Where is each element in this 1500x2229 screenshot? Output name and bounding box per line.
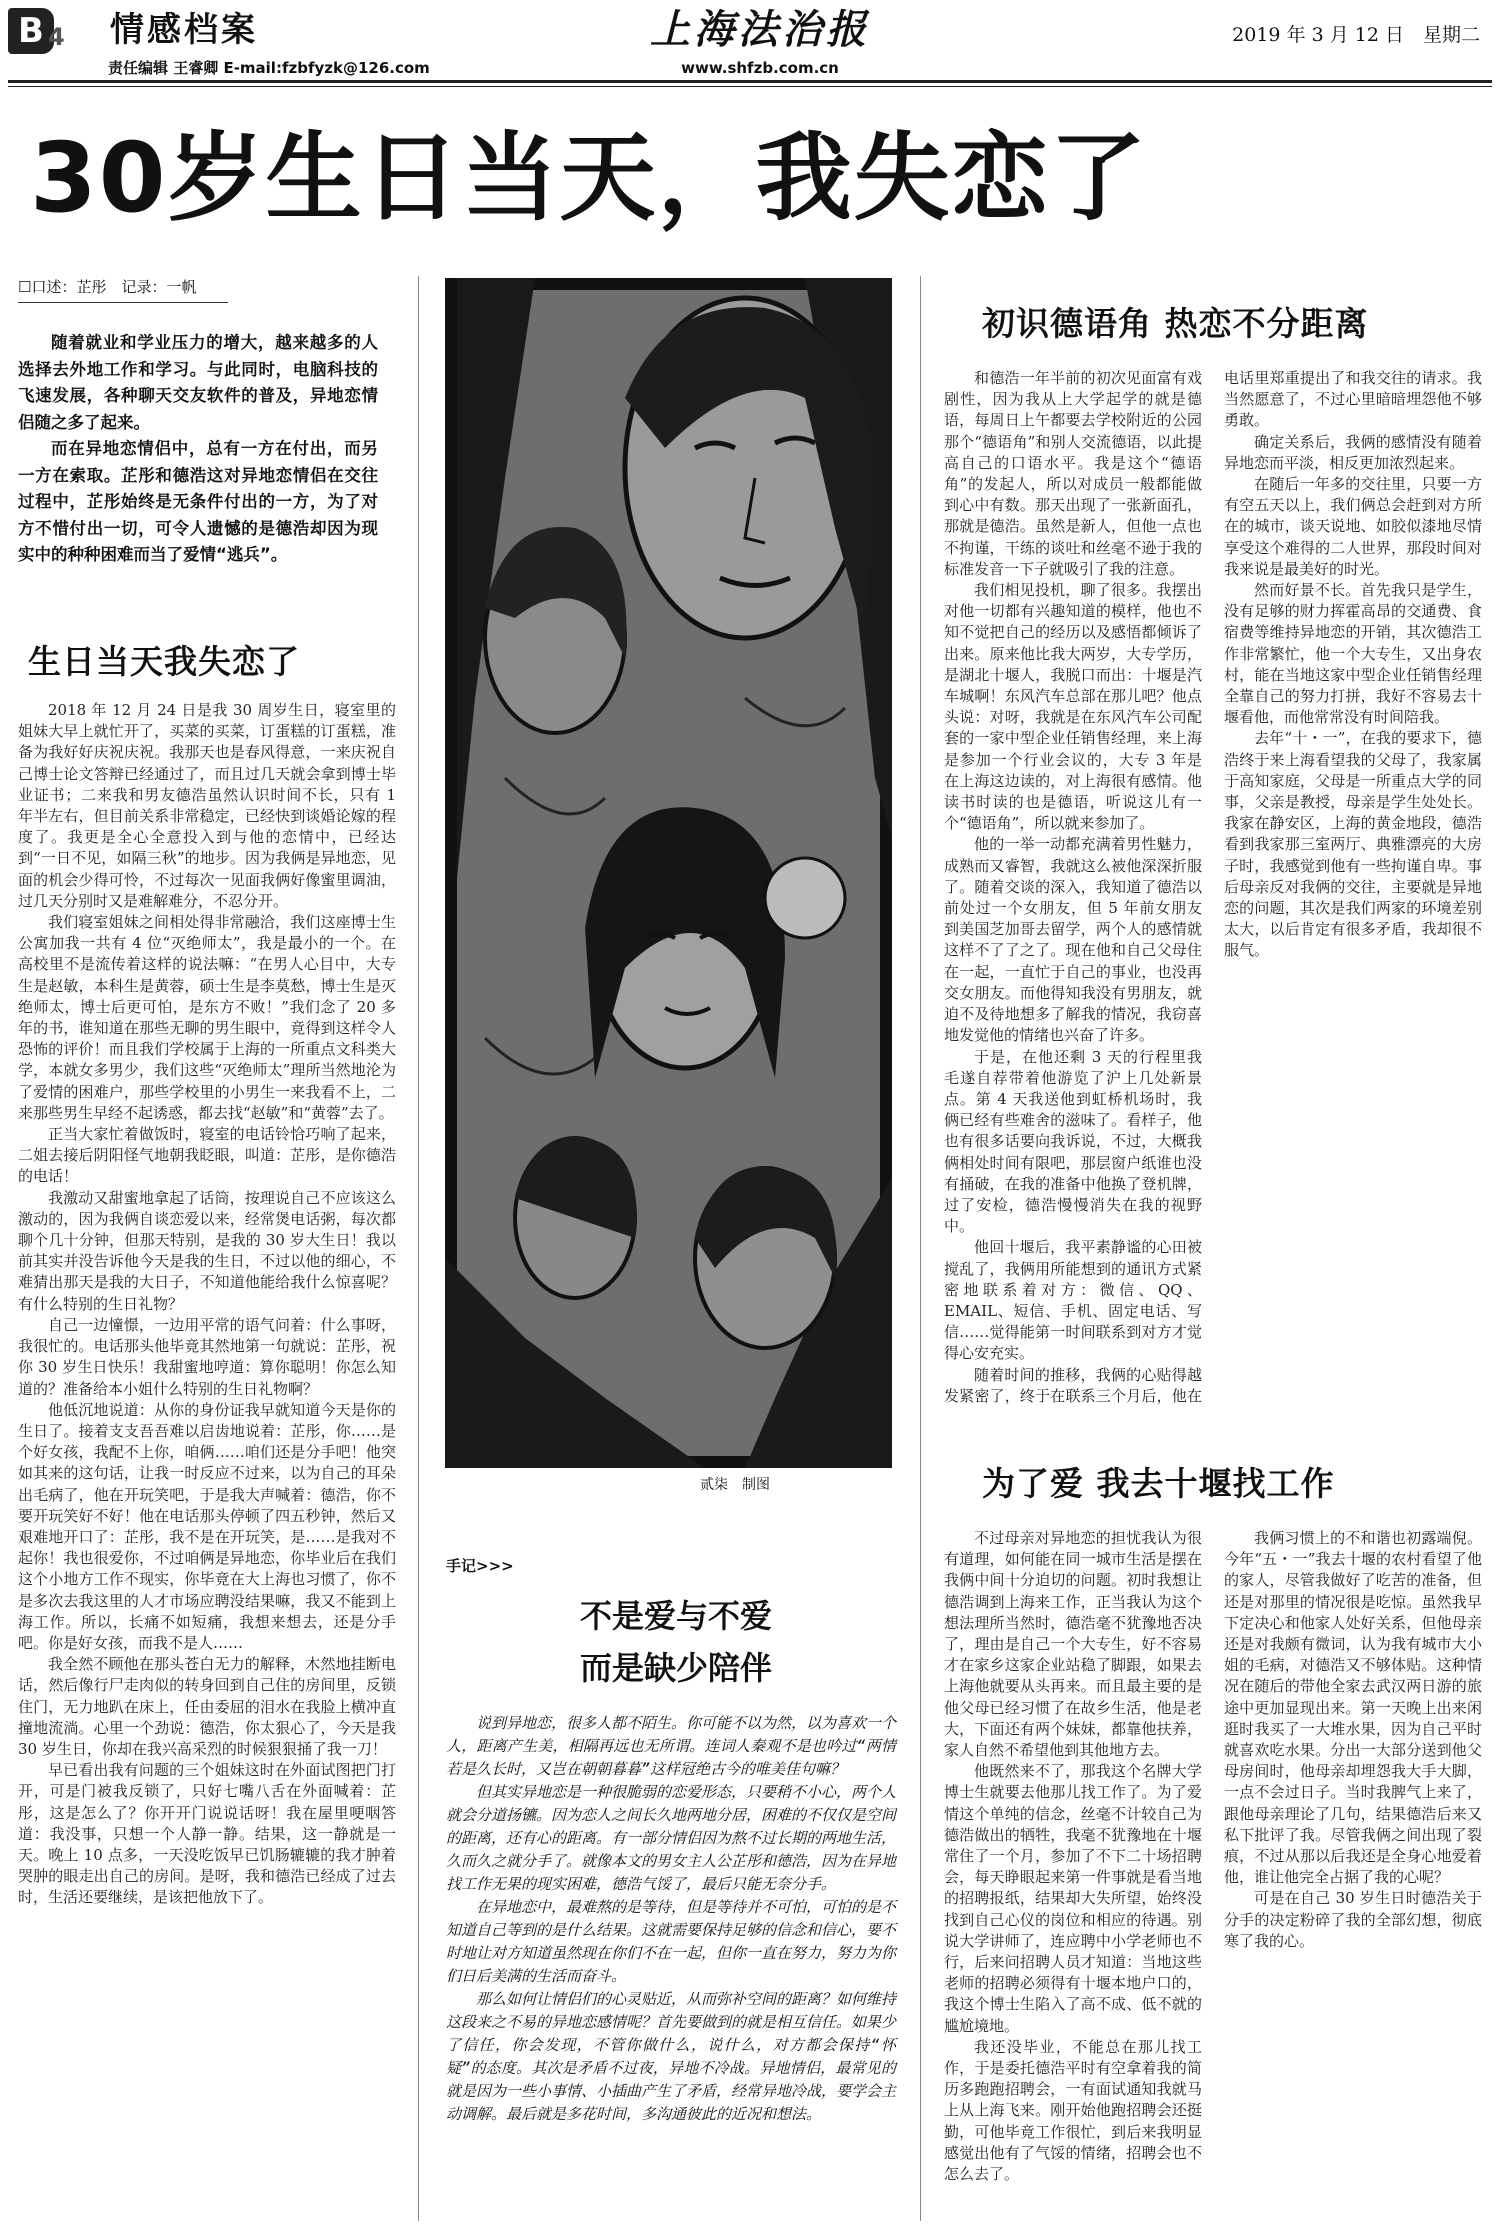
column-divider — [920, 276, 921, 2221]
lead-paragraphs — [18, 330, 378, 569]
byline-text: ☐口述：芷彤 记录：一帆 — [18, 278, 197, 296]
body-paragraph: 他既然来不了，那我这个名牌大学博士生就要去他那儿找工作了。为了爱情这个单纯的信念，丝毫不计较自己为德浩做出的牺牲，我毫不犹豫地在十堰常住了一个月，参加了不下二十场招聘会，每天睁眼起来第一件事就是看当地的招聘报纸，结果却大失所望，始终没找到自己心仪的岗位和相应的待遇。别说大学讲师了，连应聘中小学老师也不行，后来问招聘人员才知道：当地这些老师的招聘必须得有十堰本地户口的，我这个博士生陷入了高不成、低不就的尴尬境地。 — [944, 1762, 1202, 2035]
website-url: www.shfzb.com.cn — [681, 59, 839, 77]
body-paragraph: 我俩习惯上的不和谐也初露端倪。今年“五・一”我去十堰的农村看望了他的家人，尽管我做好了吃苦的准备，但还是对那里的情况很是吃惊。虽然我早下定决心和他家人处好关系，但他母亲还是对我颇有微词，认为我有城市大小姐的毛病，对德浩又不够体贴。这种情况在随后的带他全家去武汉两日游的旅途中更加显现出来。第一天晚上出来闲逛时我买了一大堆水果，因为自己平时就喜欢吃水果。分出一大部分送到他父母房间时，他母亲却埋怨我大手大脚，一点不会过日子。当时我脾气上来了，跟他母亲理论了几句，结果德浩后来又私下批评了我。尽管我俩之间出现了裂痕，不过从那以后我还是全身心地爱着他，谁让他完全占据了我的心呢？ — [1224, 1529, 1482, 1887]
note-paragraph: 在异地恋中，最难熬的是等待，但是等待并不可怕，可怕的是不知道自己等到的是什么结果。这就需要保持足够的信念和信心，要不时地让对方知道虽然现在你们不在一起，但你一直在努力，努力为你们日后美满的生活而奋斗。 — [446, 1898, 897, 1985]
body-paragraph: 于是，在他还剩 3 天的行程里我毛遂自荐带着他游览了沪上几处新景点。第 4 天我送他到虹桥机场时，我俩已经有些难舍的滋味了。看样子，他也有很多话要向我诉说，不过，大概我俩相处时间有限吧，那层窗户纸谁也没有捅破，在我的准备中他换了登机牌，过了安检，德浩慢慢消失在我的视野中。 — [944, 1047, 1202, 1236]
page-letter: B — [8, 8, 54, 54]
lead-paragraph: 随着就业和学业压力的增大，越来越多的人选择去外地工作和学习。与此同时，电脑科技的飞速发展，各种聊天交友软件的普及，异地恋情侣随之多了起来。 — [18, 333, 378, 432]
note-body — [446, 1712, 896, 2126]
body-paragraph: 我激动又甜蜜地拿起了话筒，按理说自己不应该这么激动的，因为我俩自谈恋爱以来，经常煲电话粥，每次都聊个几十分钟，但那天特别，是我的 30 岁大生日！我以前其实并没告诉他今天是我的生日，不过以他的细心，不难猜出那天是我的大日子，不知道他能给我什么惊喜呢？有什么特别的生日礼物？ — [18, 1188, 396, 1313]
illustration-art — [445, 278, 892, 1468]
body-paragraph: 他低沉地说道：从你的身份证我早就知道今天是你的生日了。接着支支吾吾难以启齿地说着：芷彤，你……是个好女孩，我配不上你，咱俩……咱们还是分手吧！他突如其来的这句话，让我一时反应不过来，以为自己的耳朵出毛病了，他在开玩笑吧，于是我大声喊着：德浩，你不要开玩笑好不好！他在电话那头停顿了四五秒钟，然后又艰难地开口了：芷彤，我不是在开玩笑，是……是我对不起你！我也很爱你，不过咱俩是异地恋，你毕业后在我们这个小地方工作不现实，你毕竟在大上海也习惯了，你不是多次去我这里的人才市场应聘没结果嘛，我又不能到上海工作。所以，长痛不如短痛，我想来想去，还是分手吧。你是好女孩，而我不是人…… — [18, 1400, 396, 1652]
note-paragraph: 说到异地恋，很多人都不陌生。你可能不以为然，以为喜欢一个人，距离产生美，相隔再远也无所谓。连词人秦观不是也吟过“两情若是久长时，又岂在朝朝暮暮”这样冠绝古今的唯美佳句嘛？ — [446, 1714, 897, 1778]
illustration — [445, 278, 892, 1468]
body-paragraph: 2018 年 12 月 24 日是我 30 周岁生日，寝室里的姐妹大早上就忙开了，买菜的买菜，订蛋糕的订蛋糕，准备为我好好庆祝庆祝。我那天也是春风得意，一来庆祝自己博士论文答辩已经通过了，而且过几天就会拿到博士毕业证书；二来我和男友德浩虽然认识时间不长，只有 1 年半左右，但目前关系非常稳定，已经快到谈婚论嫁的程度了。我更是全心全意投入到与他的恋情中，已经达到“一日不见，如隔三秋”的地步。因为我俩是异地恋，见面的机会少得可怜，不过每次一见面我俩好像蜜里调油，过几天分别时又是难解难分，不忍分开。 — [18, 701, 396, 910]
issue-date: 2019 年 3 月 12 日 星期二 — [1232, 24, 1480, 46]
header-rule-thin — [8, 86, 1492, 87]
newspaper-masthead: 上海法治报 — [650, 6, 870, 53]
section1-title: 生日当天我失恋了 — [28, 642, 300, 681]
illustration-credit: 贰柒 制图 — [700, 1477, 770, 1493]
page-marker — [8, 8, 88, 58]
body-paragraph: 去年“十・一”，在我的要求下，德浩终于来上海看望我的父母了，我家属于高知家庭，父母是一所重点大学的同事，父亲是教授，母亲是学生处处长。我家在静安区，上海的黄金地段，德浩看到我家那三室两厅、典雅漂亮的大房子时，我感觉到他有一些拘谨自卑。事后母亲反对我俩的交往，主要就是异地恋的问题，其次是我们两家的环境差别太大，以后肯定有很多矛盾，我却很不服气。 — [1224, 729, 1482, 960]
byline — [18, 276, 228, 303]
body-paragraph: 在随后一年多的交往里，只要一方有空五天以上，我们俩总会赶到对方所在的城市，谈天说地、如胶似漆地尽情享受这个难得的二人世界，那段时间对我来说是最美好的时光。 — [1224, 475, 1482, 578]
note-paragraph: 但其实异地恋是一种很脆弱的恋爱形态，只要稍不小心，两个人就会分道扬镳。因为恋人之间长久地两地分居，困难的不仅仅是空间的距离，还有心的距离。有一部分情侣因为熬不过长期的两地生活，久而久之就分手了。就像本文的男女主人公芷彤和德浩，因为在异地找工作无果的现实困难，德浩气馁了，最后只能无奈分手。 — [446, 1783, 897, 1893]
section3-body — [944, 1528, 1482, 2220]
section3-title: 为了爱 我去十堰找工作 — [982, 1464, 1335, 1503]
section-name: 情感档案 — [110, 10, 258, 50]
body-paragraph: 随着时间的推移，我俩的心贴得越发紧密了，终于在联系三个月后，他在电话里郑重提出了和我交往的请求。我当然愿意了，不过心里暗暗埋怨他不够勇敢。 — [944, 369, 1482, 1405]
body-paragraph: 和德浩一年半前的初次见面富有戏剧性，因为我从上大学起学的就是德语，每周日上午都要去学校附近的公园那个“德语角”和别人交流德语，以此提高自己的口语水平。我是这个“德语角”的发起人，所以对成员一般都能做到心中有数。那天出现了一张新面孔，那就是德浩。虽然是新人，但他一点也不拘谨，干练的谈吐和丝毫不逊于我的标准发音一下子就吸引了我的注意。 — [944, 369, 1202, 578]
note-paragraph: 那么如何让情侣们的心灵贴近，从而弥补空间的距离？如何维持这段来之不易的异地恋感情呢？首先要做到的就是相互信任。如果少了信任，你会发现，不管你做什么，说什么，对方都会保持“怀疑”的态度。其次是矛盾不过夜，异地不冷战。异地情侣，最常见的就是因为一些小事情、小插曲产生了矛盾，经常异地冷战，要学会主动调解。最后就是多花时间，多沟通彼此的近况和想法。 — [446, 1990, 897, 2123]
body-paragraph: 自己一边憧憬，一边用平常的语气问着：什么事呀，我很忙的。电话那头他毕竟其然地第一句就说：芷彤，祝你 30 岁生日快乐！我甜蜜地哼道：算你聪明！你怎么知道的？准备给本小姐什么特别的生日礼物啊？ — [18, 1315, 396, 1398]
body-paragraph: 我全然不顾他在那头苍白无力的解释，木然地挂断电话，然后像行尸走肉似的转身回到自己住的房间里，反锁住门，无力地趴在床上，任由委屈的泪水在我脸上横冲直撞地流淌。心里一个劲说：德浩，你太狠心了，今天是我 30 岁生日，你却在我兴高采烈的时候狠狠捅了我一刀！ — [18, 1655, 396, 1758]
body-paragraph: 早已看出我有问题的三个姐妹这时在外面试图把门打开，可是门被我反锁了，只好七嘴八舌在外面喊着：芷彤，这是怎么了？你开开门说说话呀！我在屋里哽咽答道：我没事，只想一个人静一静。结果，这一静就是一天。晚上 10 点多，一天没吃饭早已饥肠辘辘的我才肿着哭肿的眼走出自己的房间。是呀，我和德浩已经成了过去时，生活还要继续，是该把他放下了。 — [18, 1761, 396, 1907]
body-paragraph: 我还没毕业，不能总在那儿找工作，于是委托德浩平时有空拿着我的简历多跑跑招聘会，一有面试通知我就马上从上海飞来。刚开始他跑招聘会还挺勤，可他毕竟工作很忙，到后来我明显感觉出他有了气馁的情绪，招聘会也不怎么去了。 — [944, 2037, 1202, 2184]
page-number: 4 — [48, 23, 65, 51]
body-paragraph: 他回十堰后，我平素静谧的心田被搅乱了，我俩用所能想到的通讯方式紧密地联系着对方：微信、QQ、EMAIL、短信、手机、固定电话、写信……觉得能第一时间联系到对方才觉得心安充实。 — [944, 1238, 1202, 1363]
note-title — [446, 1590, 906, 1694]
lead-paragraph: 而在异地恋情侣中，总有一方在付出，而另一方在索取。芷彤和德浩这对异地恋情侣在交往过程中，芷彤始终是无条件付出的一方，为了对方不惜付出一切，可令人遗憾的是德浩却因为现实中的种种困难而当了爱情“逃兵”。 — [18, 439, 378, 564]
section2-title: 初识德语角 热恋不分距离 — [982, 304, 1369, 343]
body-paragraph: 正当大家忙着做饭时，寝室的电话铃恰巧响了起来，二姐去接后阴阳怪气地朝我眨眼，叫道：芷彤，是你德浩的电话！ — [18, 1125, 396, 1186]
body-paragraph: 可是在自己 30 岁生日时德浩关于分手的决定粉碎了我的全部幻想，彻底寒了我的心。 — [1224, 1889, 1482, 1950]
main-headline: 30岁生日当天，我失恋了 — [30, 122, 1148, 234]
note-label: 手记>>> — [446, 1557, 514, 1575]
header-rule — [8, 80, 1492, 83]
body-paragraph: 我们相见投机，聊了很多。我摆出对他一切都有兴趣知道的模样，他也不知不觉把自己的经历以及感悟都倾诉了出来。原来他比我大两岁，大专学历，是湖北十堰人，我脱口而出：十堰是汽车城啊！东风汽车总部在那儿吧？他点头说：对呀，我就是在东风汽车公司配套的一家中型企业任销售经理，来上海是参加一个行业会议的，大专 3 年是在上海这边读的，对上海很有感情。他读书时读的也是德语，听说这儿有一个“德语角”，所以就来参加了。 — [944, 581, 1202, 833]
editor-line: 责任编辑 王睿卿 E-mail:fzbfyzk@126.com — [108, 59, 430, 77]
body-paragraph: 他的一举一动都充满着男性魅力，成熟而又睿智，我就这么被他深深折服了。随着交谈的深入，我知道了德浩以前处过一个女朋友，但 5 年前女朋友到美国芝加哥去留学，两个人的感情就这样不了了之了。现在他和自己父母住在一起，一直忙于自己的事业，也没再交女朋友。而他得知我没有男朋友，就迫不及待地想多了解我的情况，我窃喜地发觉他的情绪也兴奋了许多。 — [944, 835, 1202, 1045]
body-paragraph: 确定关系后，我俩的感情没有随着异地恋而平淡，相反更加浓烈起来。 — [1224, 432, 1482, 472]
byline-rule — [18, 302, 228, 303]
note-title-line: 不是爱与不爱 — [579, 1597, 772, 1635]
section2-body — [944, 368, 1482, 1413]
note-title-line: 而是缺少陪伴 — [579, 1649, 772, 1687]
body-paragraph: 不过母亲对异地恋的担忧我认为很有道理，如何能在同一城市生活是摆在我俩中间十分迫切的问题。初时我想让德浩调到上海来工作，正当我认为这个想法理所当然时，德浩毫不犹豫地否决了，理由是自己一个大专生，好不容易才在家乡这家企业站稳了脚跟，如果去上海他就要从头再来。而且最主要的是他父母已经习惯了在故乡生活，他是老大，下面还有两个妹妹，都靠他扶养，家人自然不希望他到其他地方去。 — [944, 1529, 1202, 1760]
body-paragraph: 然而好景不长。首先我只是学生，没有足够的财力挥霍高昂的交通费、食宿费等维持异地恋的开销，其次德浩工作非常繁忙，他一个大专生，又出身农村，能在当地这家中型企业任销售经理全靠自己的努力打拼，我好不容易去十堰看他，而他常常没有时间陪我。 — [1224, 581, 1482, 727]
column-divider — [418, 276, 419, 2221]
section1-body — [18, 700, 396, 2220]
body-paragraph: 我们寝室姐妹之间相处得非常融洽，我们这座博士生公寓加我一共有 4 位“灭绝师太”，我是最小的一个。在高校里不是流传着这样的说法嘛：“在男人心目中，大专生是赵敏，本科生是黄蓉，硕士生是李莫愁，博士生是灭绝师太，博士后更可怕，是东方不败！”我们念了 20 多年的书，谁知道在那些无聊的男生眼中，竟得到这样令人恐怖的评价！而且我们学校属于上海的一所重点文科类大学，本就女多男少，我们这些“灭绝师太”理所当然地沦为了爱情的困难户，那些学校里的小男生一来我看不上，二来那些男生早经不起诱惑，都去找“赵敏”和“黄蓉”去了。 — [18, 913, 396, 1122]
